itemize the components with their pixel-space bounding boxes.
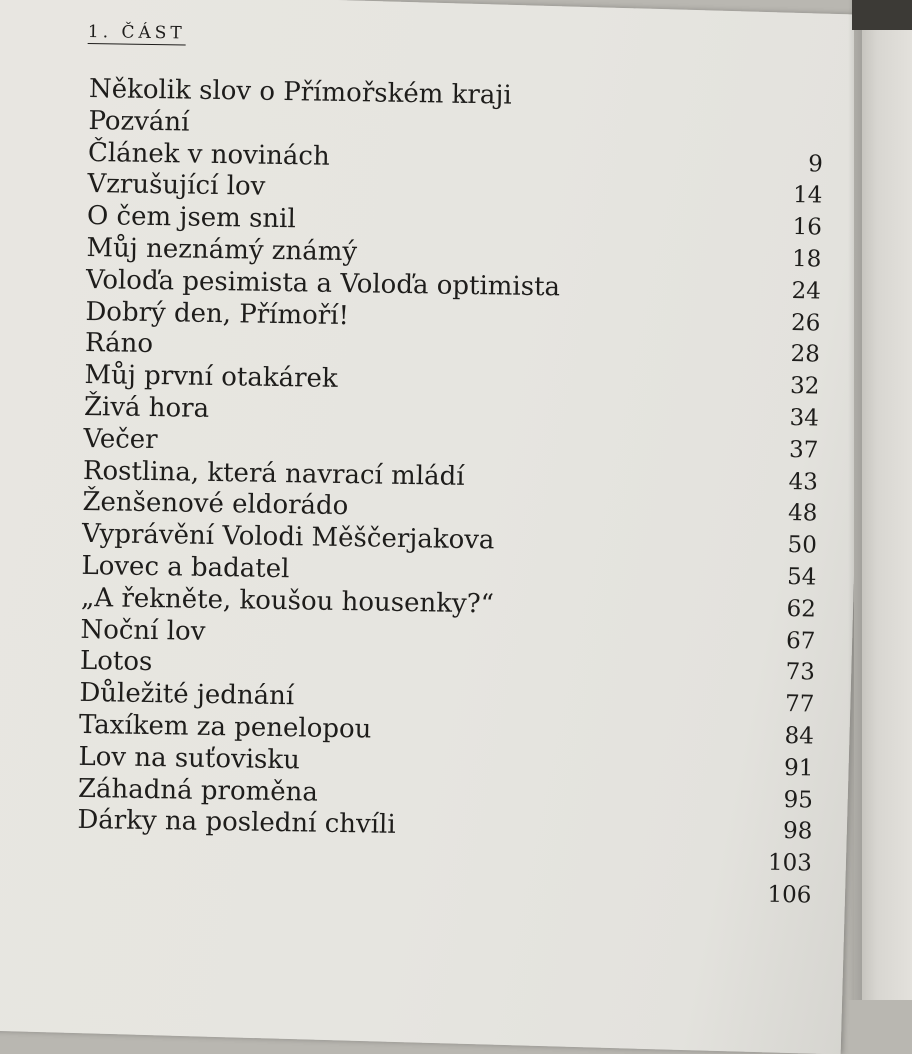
toc-entry-title: Můj neznámý známý — [86, 232, 358, 268]
toc-entry-title: Dobrý den, Přímoří! — [85, 296, 350, 331]
toc-entry-page-number: 9 — [808, 150, 824, 178]
toc-entry-title: Záhadná proměna — [77, 773, 319, 808]
toc-entry-page-number: 43 — [788, 468, 819, 496]
toc-entry-title: Vzrušující lov — [87, 169, 266, 203]
toc-entry-page-number: 103 — [767, 849, 813, 877]
toc-entry-title: Vyprávění Volodi Měščerjakova — [81, 519, 495, 556]
toc-entry-page-number: 62 — [786, 595, 817, 623]
toc-entry-page-number: 84 — [784, 722, 815, 750]
toc-entry-page-number: 95 — [783, 786, 814, 813]
part-heading: 1. ČÁST — [87, 21, 186, 44]
toc-entry-page-number: 67 — [785, 627, 816, 655]
toc-entry-title: Článek v novinách — [87, 137, 330, 172]
toc-entry-page-number: 26 — [790, 309, 821, 337]
toc-entry-title: Noční lov — [80, 614, 206, 647]
toc-entry-page-number: 91 — [783, 754, 814, 782]
toc-entry-page-number: 14 — [792, 182, 823, 209]
toc-entries — [76, 74, 824, 912]
toc-entry-page-number: 106 — [767, 881, 812, 909]
toc-entry-title: O čem jsem snil — [86, 201, 297, 235]
toc-entry-page-number: 32 — [789, 373, 820, 400]
toc-entry-title: Pozvání — [88, 105, 190, 138]
toc-entry-title: Dárky na poslední chvíli — [77, 805, 396, 841]
toc-entry-page-number: 16 — [792, 214, 823, 241]
toc-entry-title: Večer — [83, 423, 158, 455]
toc-entry-page-number: 73 — [785, 659, 816, 686]
toc-entry-page-number: 98 — [782, 818, 813, 845]
toc-entry-title: Taxíkem za penelopou — [78, 709, 372, 745]
toc-entry-title: Důležité jednání — [79, 678, 295, 712]
toc-entry-page-number: 18 — [791, 246, 822, 273]
toc-entry-page-number: 24 — [791, 277, 822, 305]
toc-entry-page-number: 28 — [790, 341, 821, 368]
toc-entry-page-number: 48 — [787, 500, 818, 527]
toc-entry-title: Několik slov o Přímořském kraji — [88, 73, 512, 111]
toc-entry-page-number: 37 — [788, 436, 819, 464]
toc-entry-title: Živá hora — [83, 391, 210, 424]
toc-entry-page-number: 34 — [789, 405, 820, 432]
toc-entry-page-number: 77 — [784, 691, 815, 718]
toc-entry-title: Lovec a badatel — [81, 550, 290, 585]
toc-entry-title: „A řekněte, koušou housenky?“ — [80, 582, 495, 620]
toc-entry-title: Rostlina, která navrací mládí — [82, 455, 465, 492]
table-of-contents — [76, 22, 825, 912]
toc-entry-title: Lov na suťovisku — [78, 741, 301, 776]
toc-entry-title: Můj první otakárek — [84, 360, 338, 395]
toc-entry-title: Voloďa pesimista a Voloďa optimista — [85, 264, 561, 303]
toc-entry-page-number: 54 — [786, 563, 817, 591]
toc-entry-title: Ženšenové eldorádo — [82, 487, 349, 522]
toc-entry-title: Lotos — [79, 646, 153, 678]
toc-entry-page-number: 50 — [787, 532, 818, 559]
toc-entry-title: Ráno — [84, 328, 154, 360]
